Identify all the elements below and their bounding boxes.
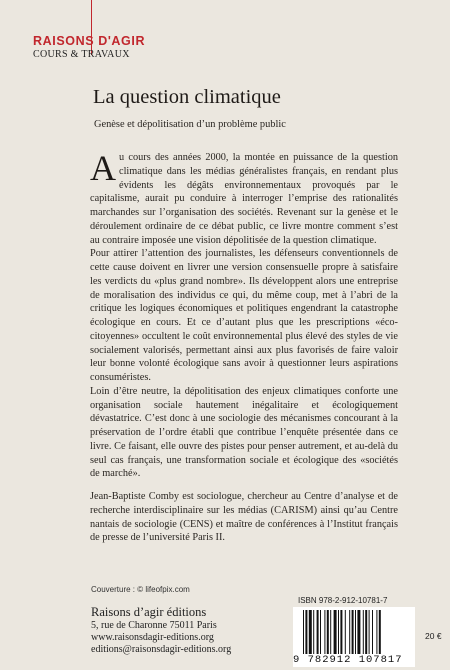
barcode-bar (327, 610, 329, 654)
publisher-website: www.raisonsdagir-editions.org (91, 632, 214, 643)
barcode-bar (313, 610, 314, 654)
blurb (90, 148, 398, 545)
barcode-bar (324, 610, 325, 654)
barcode-bar (338, 610, 339, 654)
publisher-email: editions@raisonsdagir-editions.org (91, 644, 232, 655)
barcode-bar (317, 610, 319, 654)
barcode-bar (303, 610, 304, 654)
barcode-bar (309, 610, 312, 654)
barcode-bar (369, 610, 370, 654)
barcode-bar (363, 610, 364, 654)
barcode-bar (330, 610, 331, 654)
barcode-bar (320, 610, 321, 654)
publisher-address: 5, rue de Charonne 75011 Paris (91, 620, 217, 631)
collection-name: COURS & TRAVAUX (33, 49, 130, 60)
publisher-info (91, 605, 231, 656)
barcode-bar (376, 610, 377, 654)
paragraph-2: Pour attirer l’attention des journalistes, les défenseurs conventionnels de cette cause doivent en livrer une version consensuelle propre à satisfaire les verdicts du «plus grand nombre». Ils développent alors une entreprise de moralisation des individus ce qui, du même coup, met à l’abri de la critique les logiques économiques et politiques engendrant la catastrophe écologique en cours. Et ce d’autant plus que les prescriptions «éco-citoyennes» occultent le coût environnemental plus élevé des styles de vie socialement valorisés, permettant ainsi aux plus favorisés de faire valoir leur bonne volonté écologique sans avoir à questionner leurs aspirations consuméristes. (90, 248, 398, 383)
barcode-bar (379, 610, 381, 654)
barcode-bar (345, 610, 346, 654)
barcode-bar (372, 610, 373, 654)
barcode (293, 607, 415, 667)
cover-credit: Couverture : © lifeofpix.com (91, 585, 190, 594)
paragraph-1 (90, 148, 398, 247)
author-bio: Jean-Baptiste Comby est sociologue, chercheur au Centre d’analyse et de recherche interdisciplinaire sur les médias (CARISM) ainsi qu’au Centre nantais de sociologie (CENS) et maître de conférences à l’Institut français de presse de l’université Paris II. (90, 491, 398, 544)
paragraph-3: Loin d’être neutre, la dépolitisation des enjeux climatiques conforte une organisation sociale hautement inégalitaire et écologiquement dévastatrice. C’est donc à une sociologie des mécanismes concourant à la préservation de l’ordre établi que contribue l’enquête présentée dans ce livre. Ce faisant, elle ouvre des pistes pour penser autrement, et au-delà du seul cas français, une transformation sociale et écologique des «sociétés de marché». (90, 385, 398, 480)
barcode-bar (357, 610, 360, 654)
barcode-bar (349, 610, 350, 654)
barcode-bars (303, 610, 405, 654)
barcode-bar (340, 610, 342, 654)
drop-cap: A (90, 148, 116, 188)
barcode-bar (352, 610, 354, 654)
publisher-name: Raisons d’agir éditions (91, 605, 207, 619)
isbn-text: ISBN 978-2-912-10781-7 (298, 596, 388, 605)
barcode-number: 9 782912 107817 (293, 654, 403, 666)
book-title: La question climatique (93, 86, 281, 108)
brand-name: RAISONS D'AGIR (33, 34, 146, 48)
book-subtitle: Genèse et dépolitisation d’un problème public (94, 119, 286, 130)
barcode-bar (305, 610, 307, 654)
barcode-bar (365, 610, 367, 654)
price: 20 € (425, 631, 442, 641)
paragraph-1-text: u cours des années 2000, la montée en puissance de la question climatique dans les médias généralistes français, en rendant plus évidents les dégâts environnementaux provoqués par le capitalisme, aurait pu conduire à interroger l’emprise des rationalités marchandes sur l’organisation des sociétés. Revenant sur la genèse et le déroulement ordinaire de ce débat public, ce livre montre comment s’est au contraire imposée une vision dépolitisée de la question climatique. (90, 152, 398, 246)
barcode-bar (334, 610, 337, 654)
barcode-bar (355, 610, 356, 654)
brand-block (33, 34, 145, 60)
